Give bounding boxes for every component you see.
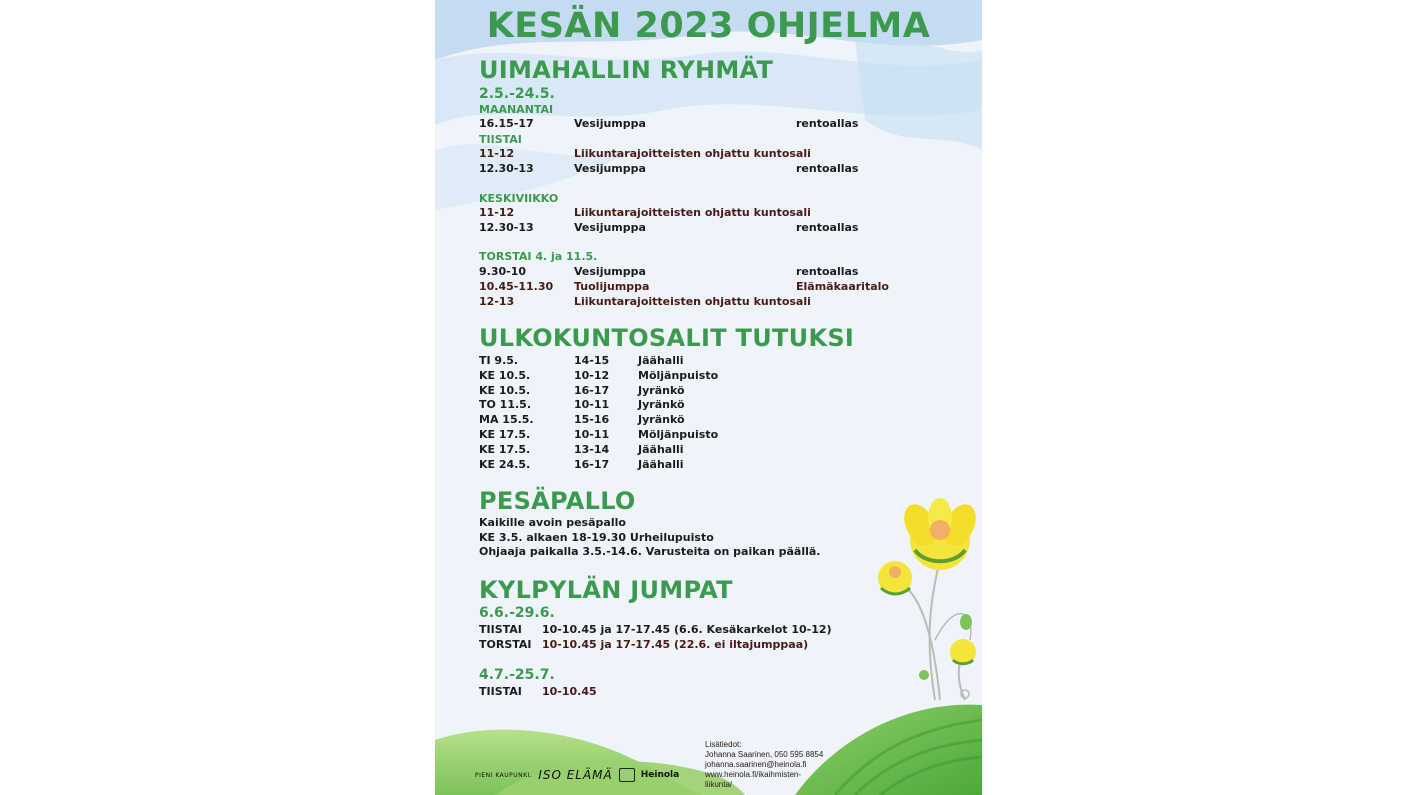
row-place: Jäähalli: [638, 458, 684, 471]
row-time: 13-14: [574, 443, 610, 456]
row-activity: Tuolijumppa: [574, 280, 650, 293]
contact-url-continued[interactable]: liikunta/: [705, 780, 733, 789]
row-activity: Vesijumppa: [574, 265, 646, 278]
row-time: 15-16: [574, 413, 610, 426]
row-time: 11-12: [479, 147, 515, 160]
row-place: rentoallas: [796, 221, 859, 234]
day-label: TIISTAI: [479, 133, 522, 146]
row-time: 10-11: [574, 398, 610, 411]
pesapallo-line: Kaikille avoin pesäpallo: [479, 516, 626, 529]
section-heading-ulkokuntosalit: ULKOKUNTOSALIT TUTUKSI: [479, 324, 855, 352]
row-place: rentoallas: [796, 162, 859, 175]
poster: [435, 0, 982, 795]
row-place: Jyränkö: [638, 384, 685, 397]
row-place: rentoallas: [796, 117, 859, 130]
row-time: 12.30-13: [479, 221, 534, 234]
row-day: TORSTAI: [479, 638, 532, 651]
row-text: 10-10.45 ja 17-17.45 (6.6. Kesäkarkelot 10-12): [542, 623, 832, 636]
contact-url[interactable]: www.heinola.fi/ikaihmisten-: [705, 770, 802, 779]
row-place: Jäähalli: [638, 354, 684, 367]
row-time: 9.30-10: [479, 265, 527, 278]
day-label: TORSTAI 4. ja 11.5.: [479, 250, 598, 263]
row-time: 16.15-17: [479, 117, 534, 130]
row-activity: Vesijumppa: [574, 162, 646, 175]
row-place: rentoallas: [796, 265, 859, 278]
day-label: KESKIVIIKKO: [479, 192, 559, 205]
poster-title: KESÄN 2023 OHJELMA: [486, 6, 931, 46]
kylpyla-period: 6.6.-29.6.: [479, 605, 555, 621]
flower-illustration: [878, 498, 982, 700]
row-time: 12.30-13: [479, 162, 534, 175]
row-time: 16-17: [574, 384, 610, 397]
row-date: KE 17.5.: [479, 443, 531, 456]
sky-wave-4: [855, 38, 982, 150]
row-time: 10-11: [574, 428, 610, 441]
row-activity: Liikuntarajoitteisten ohjattu kuntosali: [574, 147, 811, 160]
uimahalli-period: 2.5.-24.5.: [479, 86, 555, 102]
row-place: Jyränkö: [638, 413, 685, 426]
row-time: 10.45-11.30: [479, 280, 554, 293]
kylpyla-period: 4.7.-25.7.: [479, 667, 555, 683]
row-place: Elämäkaaritalo: [796, 280, 889, 293]
contact-label: Lisätiedot:: [705, 740, 742, 749]
row-time: 14-15: [574, 354, 610, 367]
row-date: KE 10.5.: [479, 384, 531, 397]
row-day: TIISTAI: [479, 623, 522, 636]
row-date: MA 15.5.: [479, 413, 534, 426]
row-activity: Liikuntarajoitteisten ohjattu kuntosali: [574, 206, 811, 219]
row-place: Jäähalli: [638, 443, 684, 456]
logo-slogan-small: PIENI KAUPUNKI,: [475, 771, 533, 779]
city-logo: [475, 768, 679, 782]
row-date: TI 9.5.: [479, 354, 519, 367]
pesapallo-line: Ohjaaja paikalla 3.5.-14.6. Varusteita on paikan päällä.: [479, 545, 821, 558]
row-day: TIISTAI: [479, 685, 522, 698]
contact-info: [705, 740, 855, 790]
row-place: Möljänpuisto: [638, 428, 719, 441]
row-activity: Vesijumppa: [574, 221, 646, 234]
row-activity: Liikuntarajoitteisten ohjattu kuntosali: [574, 295, 811, 308]
row-time: 10-12: [574, 369, 610, 382]
row-date: KE 10.5.: [479, 369, 531, 382]
row-text: 10-10.45 ja 17-17.45 (22.6. ei iltajumppaa): [542, 638, 809, 651]
day-label: MAANANTAI: [479, 103, 554, 116]
section-heading-uimahalli: UIMAHALLIN RYHMÄT: [479, 56, 774, 84]
row-text: 10-10.45: [542, 685, 597, 698]
row-date: TO 11.5.: [479, 398, 532, 411]
row-place: Jyränkö: [638, 398, 685, 411]
row-date: KE 17.5.: [479, 428, 531, 441]
pesapallo-line: KE 3.5. alkaen 18-19.30 Urheilupuisto: [479, 531, 714, 544]
logo-town: Heinola: [640, 770, 680, 780]
row-date: KE 24.5.: [479, 458, 531, 471]
section-heading-kylpyla: KYLPYLÄN JUMPAT: [479, 576, 733, 604]
heinola-crest-icon: [619, 768, 635, 782]
contact-email[interactable]: johanna.saarinen@heinola.fi: [705, 760, 807, 769]
section-heading-pesapallo: PESÄPALLO: [479, 487, 636, 515]
logo-slogan-big: ISO ELÄMÄ: [538, 768, 613, 782]
row-activity: Vesijumppa: [574, 117, 646, 130]
row-time: 12-13: [479, 295, 515, 308]
row-time: 11-12: [479, 206, 515, 219]
row-place: Möljänpuisto: [638, 369, 719, 382]
row-time: 16-17: [574, 458, 610, 471]
contact-name-phone: Johanna Saarinen, 050 595 8854: [705, 750, 824, 759]
